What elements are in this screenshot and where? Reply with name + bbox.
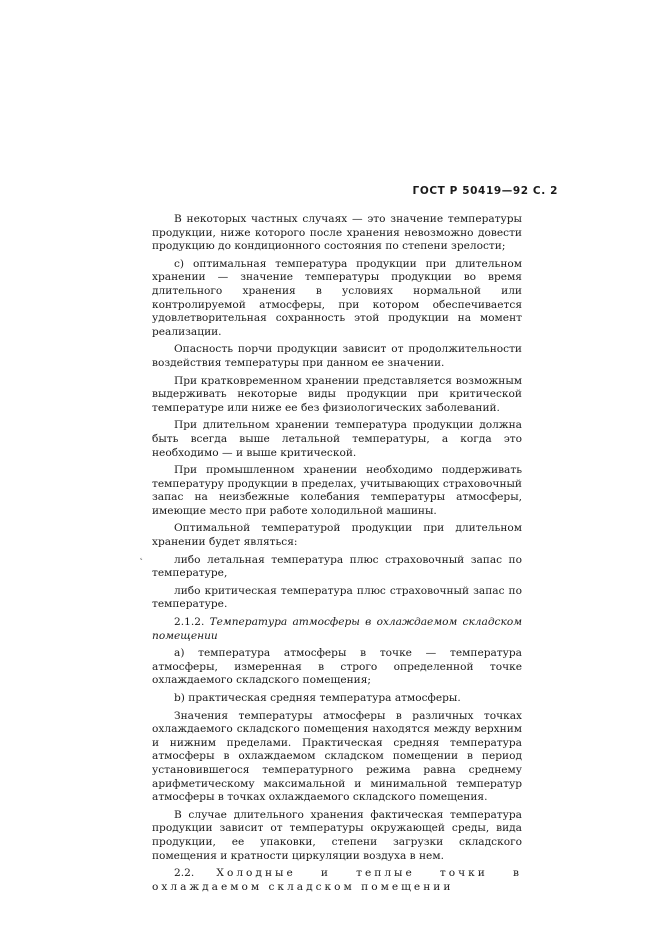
paragraph-option-lethal: либо летальная температура плюс страховочный запас по температуре, (152, 553, 522, 580)
paragraph-short-storage: При кратковременном хранении представляется возможным выдерживать некоторые виды продукции при критической температуре или ниже ее без физиологических заболеваний. (152, 374, 522, 414)
section-heading-2-2 (152, 867, 522, 894)
margin-mark: ˛ (139, 551, 144, 561)
paragraph-optimal-temp: с) оптимальная температура продукции при длительном хранении — значение температуры продукции во время длительного хранения в условиях нормальной или контролируемой атмосферы, при котором обеспечивается удовлетворительная сохранность этой продукции на момент реализации. (152, 257, 522, 338)
document-header: ГОСТ Р 50419—92 С. 2 (412, 185, 558, 197)
section-title: Холодные и теплые точки в охлаждаемом складском помещении (152, 867, 522, 893)
paragraph-industrial-storage: При промышленном хранении необходимо поддерживать температуру продукции в пределах, учитывающих страховочный запас на неизбежные колебания температуры атмосферы, имеющие место при работе холодильной машины. (152, 464, 522, 517)
section-number: 2.2. (174, 867, 195, 880)
section-heading-2-1-2 (152, 616, 522, 643)
paragraph-optimal-definition: Оптимальной температурой продукции при длительном хранении будет являться: (152, 522, 522, 549)
paragraph-average-temp: b) практическая средняя температура атмосферы. (174, 692, 461, 704)
paragraph-lethal-note: В некоторых частных случаях — это значение температуры продукции, ниже которого после хранения невозможно довести продукцию до кондиционного состояния по степени зрелости; (152, 213, 522, 253)
paragraph-temp-limits: Значения температуры атмосферы в различных точках охлаждаемого складского помещения находятся между верхним и нижним пределами. Практическая средняя температура атмосферы в охлаждаемом складском помещении в период установившегося температурного режима равна среднему арифметическому максимальной и минимальной температур атмосферы в точках охлаждаемого складского помещения. (152, 709, 522, 804)
paragraph-spoilage-risk: Опасность порчи продукции зависит от продолжительности воздействия температуры при данном ее значении. (152, 343, 522, 369)
section-number: 2.1.2. (174, 616, 205, 629)
paragraph-option-critical: либо критическая температура плюс страховочный запас по температуре. (152, 584, 522, 611)
section-title: Температура атмосферы в охлаждаемом складском помещении (152, 616, 522, 642)
paragraph-actual-temp: В случае длительного хранения фактическая температура продукции зависит от температуры окружающей среды, вида продукции, ее упаковки, степени загрузки складского помещения и кратности циркуляции воздуха в нем. (152, 808, 522, 862)
document-body (152, 213, 522, 898)
paragraph-long-storage: При длительном хранении температура продукции должна быть всегда выше летальной температуры, а когда это необходимо — и выше критической. (152, 419, 522, 459)
paragraph-point-temp: а) температура атмосферы в точке — температура атмосферы, измеренная в строго определенной точке охлаждаемого складского помещения; (152, 647, 522, 687)
